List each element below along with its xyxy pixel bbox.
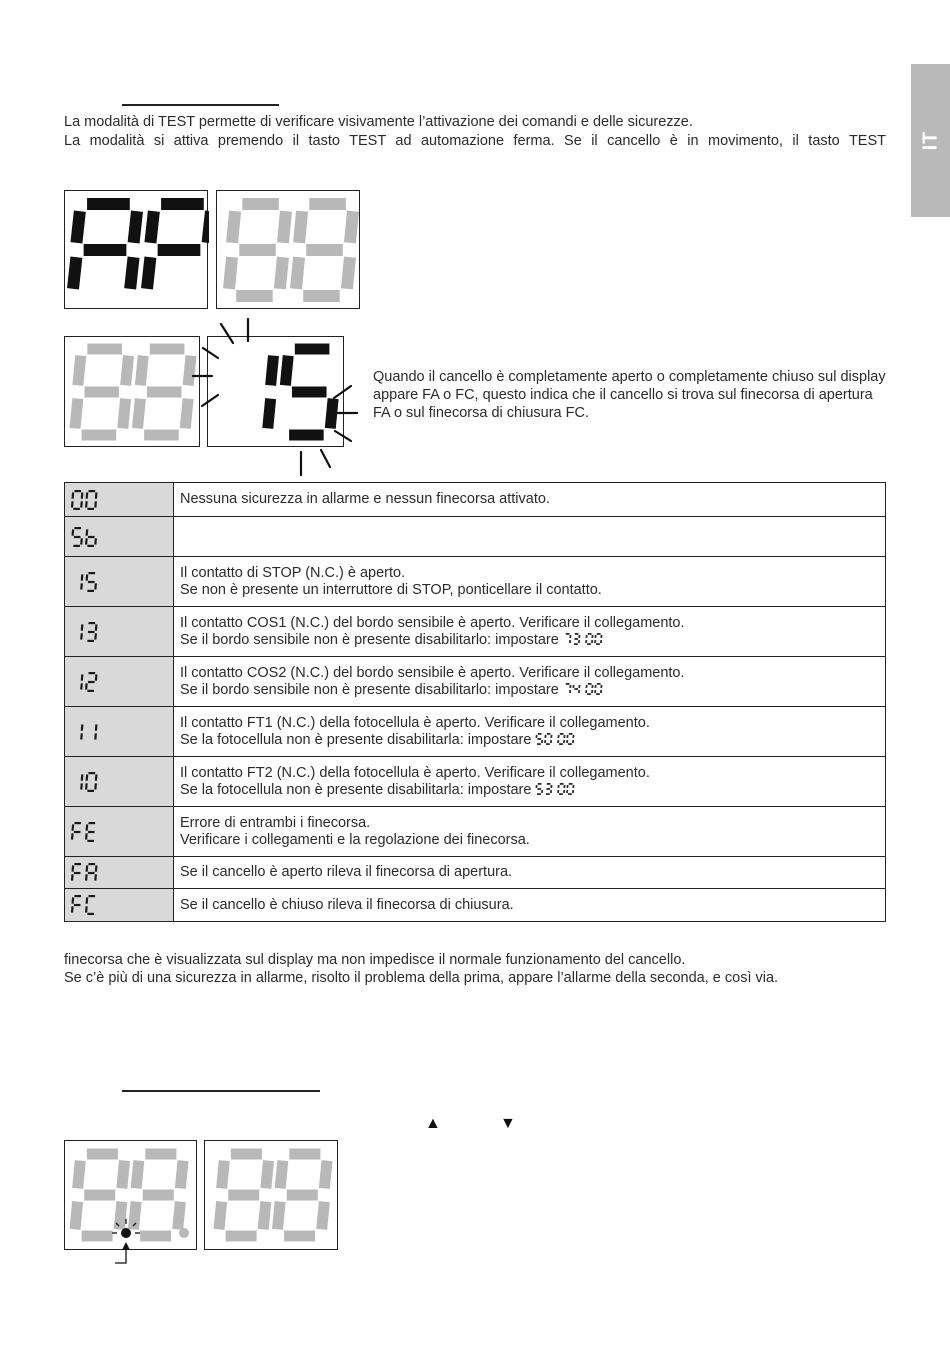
blinking-dot-indicator-icon xyxy=(105,1215,150,1270)
display-segment xyxy=(219,1202,222,1230)
display-segment xyxy=(140,356,143,386)
code-segment xyxy=(95,874,96,880)
code-segment xyxy=(72,874,73,880)
alarm-description-cell xyxy=(174,707,886,757)
display-segment xyxy=(147,257,150,289)
code-segment xyxy=(86,683,87,689)
display-segment xyxy=(350,211,353,243)
display-segment xyxy=(75,399,78,429)
blink-rays-icon xyxy=(190,310,370,480)
display-segment xyxy=(299,211,302,243)
description-line-2-text: Se la fotocellula non è presente disabilitarla: impostare xyxy=(180,731,532,748)
code-segment xyxy=(95,733,96,739)
display-segment xyxy=(134,211,137,243)
alarm-code-digits xyxy=(71,489,111,511)
code-segment xyxy=(87,865,88,871)
alarm-code-digits xyxy=(71,862,111,884)
display-segment xyxy=(78,356,81,386)
code-segment xyxy=(87,529,88,535)
code-segment xyxy=(73,897,74,903)
code-segment xyxy=(82,724,83,730)
code-segment xyxy=(81,538,82,544)
code-segment xyxy=(96,674,97,680)
inline-setting-code xyxy=(535,732,591,746)
code-segment xyxy=(81,733,82,739)
code-segment xyxy=(81,633,82,639)
display-mid-left xyxy=(64,336,200,447)
section-heading-underline-2 xyxy=(122,1090,320,1092)
alarm-description-cell xyxy=(174,757,886,807)
display-segment xyxy=(150,211,153,243)
decimal-dot xyxy=(179,1228,189,1238)
alarm-codes-table xyxy=(64,482,886,922)
description-line-2 xyxy=(180,682,879,699)
code-segment xyxy=(82,492,83,498)
table-row xyxy=(65,857,886,889)
display-segment xyxy=(178,1202,181,1230)
alarm-code-cell xyxy=(65,517,174,557)
code-segment xyxy=(86,906,87,912)
description-line-1: Il contatto di STOP (N.C.) è aperto. xyxy=(180,564,406,581)
description-line-2-text: Se il bordo sensibile non è presente disabilitarlo: impostare xyxy=(180,681,559,698)
display-top-left xyxy=(64,190,208,309)
display-segment xyxy=(280,1161,283,1189)
table-row xyxy=(65,557,886,607)
code-segment xyxy=(87,774,88,780)
code-segment xyxy=(81,501,82,507)
code-segment xyxy=(96,624,97,630)
display-segment xyxy=(180,1161,183,1189)
alarm-code-digits xyxy=(71,721,111,743)
code-segment xyxy=(86,783,87,789)
display-segment xyxy=(123,399,126,429)
display-segment xyxy=(208,211,209,243)
inline-setting-code xyxy=(563,632,619,646)
description-line-2 xyxy=(180,732,879,749)
code-segment xyxy=(86,538,87,544)
description-line-1: Il contatto FT2 (N.C.) della fotocellula è aperto. Verificare il collegamento. xyxy=(180,764,650,781)
description-line-1: Se il cancello è chiuso rileva il finecorsa di chiusura. xyxy=(180,896,514,913)
code-segment xyxy=(73,529,74,535)
alarm-code-cell xyxy=(65,483,174,517)
code-segment xyxy=(96,774,97,780)
display-segment xyxy=(266,1161,269,1189)
code-segment xyxy=(73,492,74,498)
code-segment xyxy=(81,683,82,689)
alarm-description-cell xyxy=(174,657,886,707)
table-row xyxy=(65,757,886,807)
code-segment xyxy=(95,501,96,507)
section-heading-underline xyxy=(122,104,279,106)
code-segment xyxy=(87,574,88,580)
table-row xyxy=(65,517,886,557)
code-segment xyxy=(87,897,88,903)
code-segment xyxy=(95,783,96,789)
table-row xyxy=(65,807,886,857)
alarm-code-cell xyxy=(65,707,174,757)
description-line-2-text: Verificare i collegamenti e la regolazione dei finecorsa. xyxy=(180,831,530,848)
description-line-2-text: Se il bordo sensibile non è presente disabilitarlo: impostare xyxy=(180,631,559,648)
alarm-description-cell xyxy=(174,857,886,889)
display-digits xyxy=(65,337,201,448)
alarm-code-digits xyxy=(71,526,111,548)
language-label: IT xyxy=(919,130,941,151)
intro-line-2: La modalità si attiva premendo il tasto TEST ad automazione ferma. Se il cancello è in movimento, il tasto TEST xyxy=(64,133,886,149)
code-segment xyxy=(82,674,83,680)
intro-line-1: La modalità di TEST permette di verificare visivamente l’attivazione dei comandi e delle sicurezze. xyxy=(64,114,693,130)
code-segment xyxy=(82,574,83,580)
alarm-code-cell xyxy=(65,889,174,922)
code-segment xyxy=(96,724,97,730)
display-segment xyxy=(130,257,133,289)
up-triangle-icon: ▲ xyxy=(425,1115,441,1132)
alarm-code-cell xyxy=(65,607,174,657)
code-segment xyxy=(96,865,97,871)
code-segment xyxy=(72,906,73,912)
display-segment xyxy=(75,1202,78,1230)
alarm-description-cell xyxy=(174,517,886,557)
display-segment xyxy=(136,1161,139,1189)
code-segment xyxy=(72,833,73,839)
description-line-2-text: Se la fotocellula non è presente disabilitarla: impostare xyxy=(180,781,532,798)
code-segment xyxy=(86,501,87,507)
description-line-2 xyxy=(180,832,879,849)
alarm-code-digits xyxy=(71,771,111,793)
alarm-description-cell xyxy=(174,557,886,607)
code-segment xyxy=(73,824,74,830)
code-segment xyxy=(95,633,96,639)
display-segment xyxy=(126,356,129,386)
description-line-2-text: Se non è presente un interruttore di STOP, ponticellare il contatto. xyxy=(180,581,602,598)
display-digits xyxy=(205,1141,339,1251)
alarm-code-digits xyxy=(71,821,111,843)
description-line-1: Il contatto COS2 (N.C.) del bordo sensibile è aperto. Verificare il collegamento. xyxy=(180,664,685,681)
table-row xyxy=(65,707,886,757)
table-row xyxy=(65,483,886,517)
display-segment xyxy=(229,257,232,289)
description-line-1: Nessuna sicurezza in allarme e nessun finecorsa attivato. xyxy=(180,491,550,507)
alarm-code-cell xyxy=(65,657,174,707)
display-segment xyxy=(73,257,76,289)
alarm-code-cell xyxy=(65,857,174,889)
alarm-code-cell xyxy=(65,757,174,807)
display-top-right xyxy=(216,190,360,309)
code-segment xyxy=(96,492,97,498)
code-segment xyxy=(73,865,74,871)
display-segment xyxy=(122,1161,125,1189)
code-segment xyxy=(82,774,83,780)
alarm-code-digits xyxy=(71,571,111,593)
code-segment xyxy=(87,492,88,498)
inline-setting-code xyxy=(535,782,591,796)
alarm-code-cell xyxy=(65,557,174,607)
alarm-code-cell xyxy=(65,807,174,857)
display-segment xyxy=(347,257,350,289)
display-segment xyxy=(324,1161,327,1189)
code-segment xyxy=(86,833,87,839)
alarm-description-cell xyxy=(174,607,886,657)
alarm-description-cell xyxy=(174,807,886,857)
display-bottom-right xyxy=(204,1140,338,1250)
display-segment xyxy=(78,1161,81,1189)
table-row xyxy=(65,607,886,657)
table-row xyxy=(65,889,886,922)
inline-setting-code xyxy=(563,682,619,696)
alarm-code-digits xyxy=(71,621,111,643)
description-line-1: Il contatto FT1 (N.C.) della fotocellula è aperto. Verificare il collegamento. xyxy=(180,714,650,731)
down-triangle-icon: ▼ xyxy=(500,1115,516,1132)
alarm-description-cell xyxy=(174,889,886,922)
alarm-description-cell xyxy=(174,483,886,517)
description-line-1: Errore di entrambi i finecorsa. xyxy=(180,814,371,831)
description-line-1: Il contatto COS1 (N.C.) del bordo sensibile è aperto. Verificare il collegamento. xyxy=(180,614,685,631)
display-segment xyxy=(232,211,235,243)
alarm-code-digits xyxy=(71,671,111,693)
display-digits xyxy=(217,191,361,310)
code-segment xyxy=(95,538,96,544)
language-tab xyxy=(911,64,950,217)
code-segment xyxy=(81,583,82,589)
code-segment xyxy=(72,501,73,507)
side-note: Quando il cancello è completamente aperto o completamente chiuso sul display appare FA o FC, questo indica che il cancello si trova sul finecorsa di apertura FA o sul finecorsa di chiusura FC. xyxy=(373,369,886,421)
description-line-2 xyxy=(180,582,879,599)
code-segment xyxy=(87,824,88,830)
display-segment xyxy=(138,399,141,429)
display-segment xyxy=(222,1161,225,1189)
code-segment xyxy=(82,624,83,630)
display-segment xyxy=(76,211,79,243)
display-segment xyxy=(280,257,283,289)
description-line-2 xyxy=(180,632,879,649)
table-row xyxy=(65,657,886,707)
display-segment xyxy=(263,1202,266,1230)
description-line-2 xyxy=(180,782,879,799)
after-line-1: finecorsa che è visualizzata sul display ma non impedisce il normale funzionamento del cancello. xyxy=(64,952,686,968)
description-line-1: Se il cancello è aperto rileva il finecorsa di apertura. xyxy=(180,864,513,880)
display-digits xyxy=(65,191,209,310)
alarm-code-digits xyxy=(71,894,111,916)
display-segment xyxy=(322,1202,325,1230)
code-segment xyxy=(95,583,96,589)
display-segment xyxy=(278,1202,281,1230)
display-segment xyxy=(283,211,286,243)
display-segment xyxy=(296,257,299,289)
display-segment xyxy=(185,399,188,429)
code-segment xyxy=(86,874,87,880)
code-segment xyxy=(81,783,82,789)
after-line-2: Se c’è più di una sicurezza in allarme, risolto il problema della prima, appare l’allarme della seconda, e così via. xyxy=(64,970,779,986)
